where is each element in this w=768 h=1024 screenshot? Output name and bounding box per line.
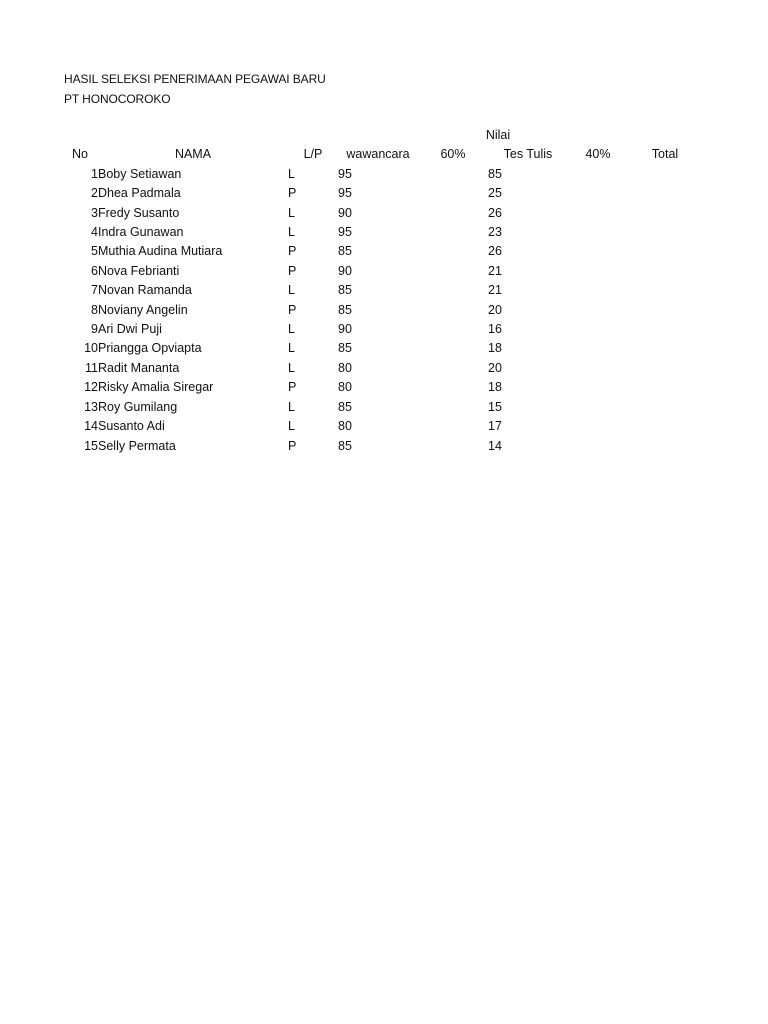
cell-nama: Susanto Adi xyxy=(98,419,165,434)
cell-lp: L xyxy=(288,360,295,375)
cell-pct40 xyxy=(568,359,628,378)
cell-wawancara: 80 xyxy=(338,419,352,434)
cell-nama: Nova Febrianti xyxy=(98,263,180,278)
cell-pct40 xyxy=(568,223,628,242)
cell-total xyxy=(628,359,702,378)
cell-no: 6 xyxy=(91,263,98,278)
cell-wawancara: 85 xyxy=(338,244,352,259)
cell-lp: P xyxy=(288,263,297,278)
cell-tes-tulis: 16 xyxy=(488,322,502,337)
column-header-row xyxy=(62,145,702,164)
cell-nama: Muthia Audina Mutiara xyxy=(98,244,223,259)
cell-wawancara: 95 xyxy=(338,186,352,201)
cell-tes-tulis: 18 xyxy=(488,380,502,395)
cell-no: 9 xyxy=(91,322,98,337)
table-row xyxy=(62,417,702,436)
header-lp: L/P xyxy=(303,147,323,162)
cell-tes-tulis: 18 xyxy=(488,341,502,356)
cell-total xyxy=(628,398,702,417)
table-row xyxy=(62,437,702,456)
header-wawancara: wawancara xyxy=(346,147,410,162)
table-row xyxy=(62,320,702,339)
cell-pct40 xyxy=(568,378,628,397)
cell-tes-tulis: 25 xyxy=(488,186,502,201)
cell-pct60 xyxy=(418,242,488,261)
header-tes-tulis: Tes Tulis xyxy=(503,147,553,162)
cell-nama: Indra Gunawan xyxy=(98,225,184,240)
cell-lp: L xyxy=(288,419,295,434)
cell-wawancara: 85 xyxy=(338,283,352,298)
cell-pct60 xyxy=(418,398,488,417)
cell-nama: Priangga Opviapta xyxy=(98,341,202,356)
cell-nama: Boby Setiawan xyxy=(98,166,182,181)
cell-tes-tulis: 23 xyxy=(488,225,502,240)
cell-total xyxy=(628,223,702,242)
cell-wawancara: 85 xyxy=(338,399,352,414)
cell-pct60 xyxy=(418,262,488,281)
cell-tes-tulis: 17 xyxy=(488,419,502,434)
cell-wawancara: 95 xyxy=(338,225,352,240)
selection-results-table xyxy=(62,126,702,456)
cell-total xyxy=(628,378,702,397)
cell-pct40 xyxy=(568,184,628,203)
cell-pct60 xyxy=(418,437,488,456)
cell-tes-tulis: 85 xyxy=(488,166,502,181)
cell-total xyxy=(628,301,702,320)
cell-pct40 xyxy=(568,398,628,417)
cell-pct40 xyxy=(568,165,628,184)
cell-tes-tulis: 15 xyxy=(488,399,502,414)
table-row xyxy=(62,378,702,397)
cell-pct60 xyxy=(418,281,488,300)
cell-no: 15 xyxy=(84,438,98,453)
cell-total xyxy=(628,320,702,339)
cell-nama: Dhea Padmala xyxy=(98,186,181,201)
cell-nama: Risky Amalia Siregar xyxy=(98,380,214,395)
cell-lp: L xyxy=(288,341,295,356)
cell-lp: L xyxy=(288,399,295,414)
cell-pct60 xyxy=(418,165,488,184)
cell-no: 11 xyxy=(85,360,98,375)
cell-lp: L xyxy=(288,225,295,240)
cell-no: 14 xyxy=(84,419,98,434)
cell-pct60 xyxy=(418,204,488,223)
cell-tes-tulis: 21 xyxy=(488,263,502,278)
table-row xyxy=(62,165,702,184)
cell-no: 7 xyxy=(91,283,98,298)
cell-pct40 xyxy=(568,242,628,261)
cell-pct40 xyxy=(568,339,628,358)
cell-lp: P xyxy=(288,380,297,395)
cell-total xyxy=(628,281,702,300)
cell-wawancara: 85 xyxy=(338,438,352,453)
table-row xyxy=(62,223,702,242)
cell-pct60 xyxy=(418,359,488,378)
cell-no: 13 xyxy=(84,399,98,414)
cell-tes-tulis: 26 xyxy=(488,205,502,220)
cell-wawancara: 85 xyxy=(338,341,352,356)
cell-pct60 xyxy=(418,320,488,339)
header-nama: NAMA xyxy=(174,147,212,162)
cell-pct40 xyxy=(568,281,628,300)
cell-tes-tulis: 14 xyxy=(488,438,502,453)
table-row xyxy=(62,262,702,281)
cell-no: 12 xyxy=(84,380,98,395)
table-row xyxy=(62,339,702,358)
table-row xyxy=(62,242,702,261)
cell-no: 5 xyxy=(91,244,98,259)
cell-nama: Ari Dwi Puji xyxy=(98,322,162,337)
cell-lp: L xyxy=(288,205,295,220)
table-row xyxy=(62,301,702,320)
cell-lp: P xyxy=(288,438,297,453)
cell-pct40 xyxy=(568,204,628,223)
cell-wawancara: 90 xyxy=(338,205,352,220)
cell-pct40 xyxy=(568,437,628,456)
cell-pct40 xyxy=(568,301,628,320)
cell-pct60 xyxy=(418,378,488,397)
cell-no: 8 xyxy=(91,302,98,317)
cell-total xyxy=(628,437,702,456)
cell-lp: L xyxy=(288,166,295,181)
cell-tes-tulis: 20 xyxy=(488,302,502,317)
cell-wawancara: 95 xyxy=(338,166,352,181)
cell-nama: Selly Permata xyxy=(98,438,176,453)
header-no: No xyxy=(72,147,88,162)
cell-nama: Roy Gumilang xyxy=(98,399,178,414)
cell-total xyxy=(628,204,702,223)
cell-total xyxy=(628,262,702,281)
cell-pct60 xyxy=(418,223,488,242)
cell-wawancara: 85 xyxy=(338,302,352,317)
cell-total xyxy=(628,242,702,261)
cell-nama: Radit Mananta xyxy=(98,360,180,375)
company-name: PT HONOCOROKO xyxy=(64,92,171,106)
cell-pct40 xyxy=(568,262,628,281)
cell-pct40 xyxy=(568,417,628,436)
cell-pct60 xyxy=(418,184,488,203)
cell-lp: P xyxy=(288,302,297,317)
group-header-row xyxy=(62,126,702,145)
cell-tes-tulis: 21 xyxy=(488,283,502,298)
nilai-header: Nilai xyxy=(485,128,511,142)
cell-lp: L xyxy=(288,283,295,298)
cell-nama: Fredy Susanto xyxy=(98,205,180,220)
cell-pct60 xyxy=(418,339,488,358)
cell-no: 2 xyxy=(91,186,98,201)
cell-no: 10 xyxy=(84,341,98,356)
table-row xyxy=(62,204,702,223)
cell-lp: L xyxy=(288,322,295,337)
header-total: Total xyxy=(651,147,679,162)
header-pct40: 40% xyxy=(585,147,611,162)
table-row xyxy=(62,281,702,300)
cell-wawancara: 80 xyxy=(338,360,352,375)
cell-pct40 xyxy=(568,320,628,339)
cell-no: 3 xyxy=(91,205,98,220)
cell-pct60 xyxy=(418,417,488,436)
table-row xyxy=(62,359,702,378)
cell-lp: P xyxy=(288,186,297,201)
cell-total xyxy=(628,339,702,358)
cell-wawancara: 80 xyxy=(338,380,352,395)
cell-total xyxy=(628,165,702,184)
table-row xyxy=(62,398,702,417)
cell-nama: Noviany Angelin xyxy=(98,302,188,317)
document-title: HASIL SELEKSI PENERIMAAN PEGAWAI BARU xyxy=(64,72,326,86)
table-row xyxy=(62,184,702,203)
cell-tes-tulis: 20 xyxy=(488,360,502,375)
cell-total xyxy=(628,417,702,436)
cell-no: 4 xyxy=(91,225,98,240)
cell-lp: P xyxy=(288,244,297,259)
header-pct60: 60% xyxy=(440,147,466,162)
cell-no: 1 xyxy=(91,166,98,181)
cell-wawancara: 90 xyxy=(338,263,352,278)
cell-total xyxy=(628,184,702,203)
cell-wawancara: 90 xyxy=(338,322,352,337)
cell-nama: Novan Ramanda xyxy=(98,283,192,298)
cell-pct60 xyxy=(418,301,488,320)
cell-tes-tulis: 26 xyxy=(488,244,502,259)
